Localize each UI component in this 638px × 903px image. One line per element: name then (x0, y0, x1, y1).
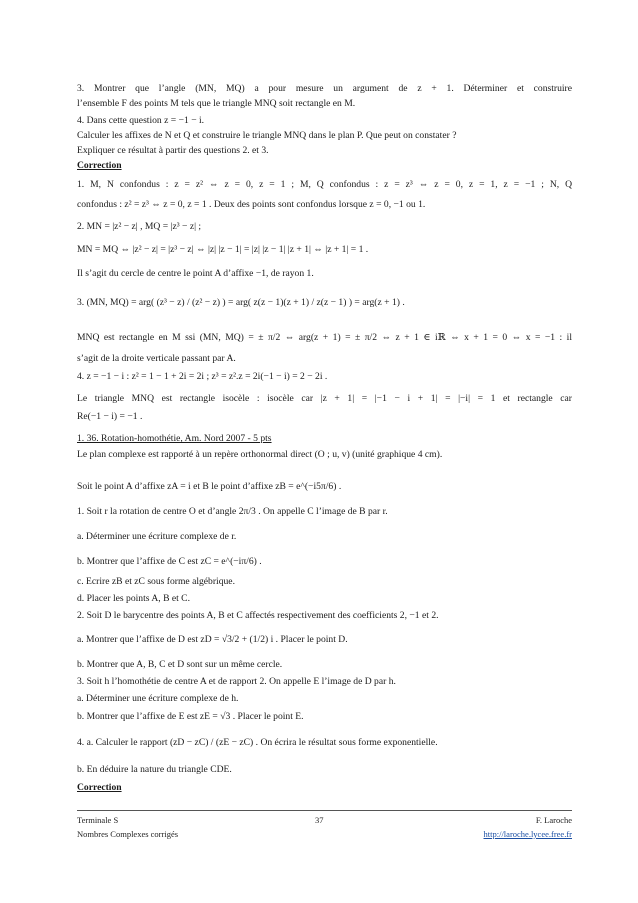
text-line: MN = MQ ⇔ |z² − z| = |z³ − z| ⇔ |z| |z − 1| = |z| |z − 1| |z + 1| ⇔ |z + 1| = 1 . (77, 244, 369, 255)
text-line: Expliquer ce résultat à partir des questions 2. et 3. (77, 145, 269, 156)
text-line: 4. z = −1 − i : z² = 1 − 1 + 2i = 2i ; z³ = z².z = 2i(−1 − i) = 2 − 2i . (77, 371, 328, 382)
text-line: a. Montrer que l’affixe de D est zD = √3/2 + (1/2) i . Placer le point D. (77, 634, 348, 645)
text-line: 2. Soit D le barycentre des points A, B et C affectés respectivement des coefficients 2, −1 et 2. (77, 610, 439, 621)
text-line: Le triangle MNQ est rectangle isocèle : isocèle car |z + 1| = |−1 − i + 1| = |−i| = 1 et rectangle car (77, 393, 572, 404)
text-line: 1. Soit r la rotation de centre O et d’angle 2π/3 . On appelle C l’image de B par r. (77, 506, 388, 517)
text-line: Le plan complexe est rapporté à un repère orthonormal direct (O ; u, v) (unité graphique 4 cm). (77, 449, 443, 460)
text-line: b. Montrer que l’affixe de C est zC = e^(−iπ/6) . (77, 556, 262, 567)
text-line: Re(−1 − i) = −1 . (77, 411, 143, 422)
text-line: 3. (MN, MQ) = arg( (z³ − z) / (z² − z) ) = arg( z(z − 1)(z + 1) / z(z − 1) ) = arg(z + 1) . (77, 297, 405, 308)
text-line: 4. Dans cette question z = −1 − i. (77, 115, 205, 126)
text-line: Calculer les affixes de N et Q et construire le triangle MNQ dans le plan P. Que peut on constater ? (77, 130, 457, 141)
footer-author: F. Laroche (535, 815, 572, 825)
exercise-title: 1. 36. Rotation-homothétie, Am. Nord 2007 - 5 pts (77, 433, 272, 444)
footer-link[interactable]: http://laroche.lycee.free.fr (483, 829, 572, 839)
text-line: 3. Soit h l’homothétie de centre A et de rapport 2. On appelle E l’image de D par h. (77, 676, 396, 687)
text-line: MNQ est rectangle en M ssi (MN, MQ) = ± π/2 ⇔ arg(z + 1) = ± π/2 ⇔ z + 1 ∈ iℝ ⇔ x + 1 = 0 ⇔ x = −1 : il (77, 332, 572, 343)
text-line: confondus : z² = z³ ⇔ z = 0, z = 1 . Deux des points sont confondus lorsque z = 0, −1 ou 1. (77, 199, 426, 210)
text-line: b. Montrer que l’affixe de E est zE = √3 . Placer le point E. (77, 711, 304, 722)
footer-rule (77, 810, 572, 811)
text-line: 1. M, N confondus : z = z² ⇔ z = 0, z = 1 ; M, Q confondus : z = z³ ⇔ z = 0, z = 1, z = −1 ; N, Q (77, 179, 572, 190)
text-line: d. Placer les points A, B et C. (77, 593, 190, 604)
footer-class: Terminale S (77, 815, 119, 825)
text-line: 3. Montrer que l’angle (MN, MQ) a pour mesure un argument de z + 1. Déterminer et construire (77, 83, 572, 94)
section-heading: Correction (77, 782, 122, 793)
text-line: b. En déduire la nature du triangle CDE. (77, 764, 232, 775)
text-line: s’agit de la droite verticale passant par A. (77, 353, 236, 364)
text-line: l’ensemble F des points M tels que le triangle MNQ soit rectangle en M. (77, 98, 356, 109)
page-number: 37 (315, 815, 324, 825)
text-line: b. Montrer que A, B, C et D sont sur un même cercle. (77, 659, 283, 670)
text-line: c. Ecrire zB et zC sous forme algébrique. (77, 576, 235, 587)
text-line: a. Déterminer une écriture complexe de h. (77, 693, 239, 704)
footer-chapter: Nombres Complexes corrigés (77, 829, 179, 839)
text-line: 4. a. Calculer le rapport (zD − zC) / (zE − zC) . On écrira le résultat sous forme exponentielle. (77, 737, 438, 748)
section-heading: Correction (77, 160, 122, 171)
text-line: Il s’agit du cercle de centre le point A d’affixe −1, de rayon 1. (77, 268, 314, 279)
text-line: 2. MN = |z² − z| , MQ = |z³ − z| ; (77, 221, 202, 232)
text-line: a. Déterminer une écriture complexe de r. (77, 531, 237, 542)
text-line: Soit le point A d’affixe zA = i et B le point d’affixe zB = e^(−i5π/6) . (77, 481, 342, 492)
